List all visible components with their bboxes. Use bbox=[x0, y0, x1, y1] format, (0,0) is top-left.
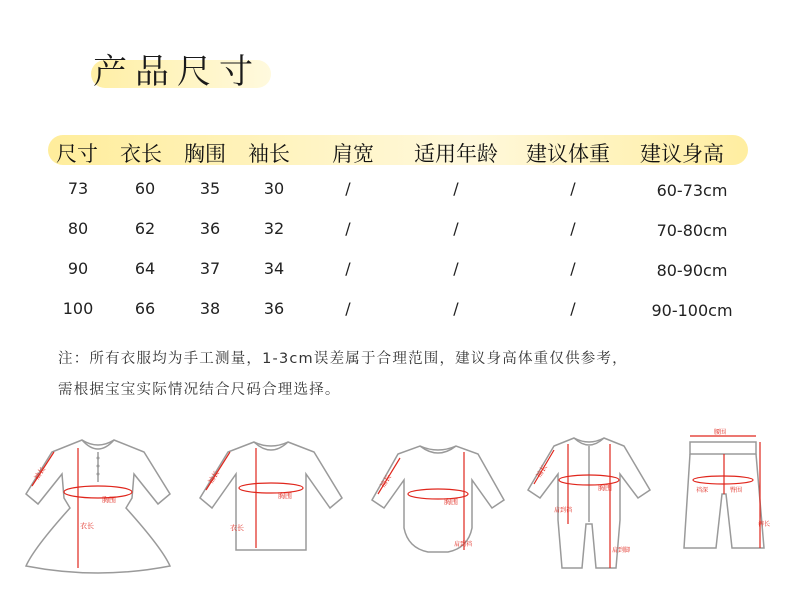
table-cell: / bbox=[570, 179, 576, 198]
header-length: 衣长 bbox=[120, 142, 162, 166]
table-cell: 100 bbox=[62, 299, 94, 318]
note-line-2: 需根据宝宝实际情况结合尺码合理选择。 bbox=[58, 382, 341, 398]
header-weight: 建议体重 bbox=[526, 142, 610, 166]
bodysuit-diagram bbox=[368, 428, 508, 562]
table-cell: 70-80cm bbox=[656, 221, 728, 240]
top-chest-label: 胸围 bbox=[278, 492, 292, 500]
table-cell: / bbox=[345, 299, 351, 318]
bodysuit-sleeve-label: 袖长 bbox=[378, 473, 394, 490]
romper-length2-label: 肩到脚 bbox=[612, 547, 631, 554]
pants-rise-label: 裆深 bbox=[696, 487, 709, 494]
table-cell: / bbox=[345, 259, 351, 278]
header-size: 尺寸 bbox=[56, 142, 98, 166]
table-cell: 36 bbox=[263, 299, 285, 318]
table-cell: 80 bbox=[67, 219, 89, 238]
bodysuit-length-label: 肩到裆 bbox=[454, 541, 473, 548]
table-cell: / bbox=[345, 179, 351, 198]
table-cell: 64 bbox=[134, 259, 156, 278]
page-title: 产品尺寸 bbox=[93, 52, 261, 92]
table-cell: 60-73cm bbox=[656, 181, 728, 200]
dress-chest-label: 胸围 bbox=[102, 496, 116, 504]
top-length-label: 衣长 bbox=[230, 524, 244, 532]
header-sleeve: 袖长 bbox=[248, 142, 290, 166]
romper-diagram bbox=[524, 428, 654, 582]
table-cell: / bbox=[453, 179, 459, 198]
note-line-1: 注：所有衣服均为手工测量，1-3cm误差属于合理范围，建议身高体重仅供参考， bbox=[58, 351, 628, 367]
table-cell: / bbox=[453, 219, 459, 238]
romper-chest-label: 胸围 bbox=[598, 484, 612, 492]
table-cell: / bbox=[453, 259, 459, 278]
table-cell: / bbox=[453, 299, 459, 318]
table-cell: 80-90cm bbox=[656, 261, 728, 280]
header-shoulder: 肩宽 bbox=[332, 142, 374, 166]
table-cell: 38 bbox=[199, 299, 221, 318]
dress-sleeve-label: 袖长 bbox=[32, 465, 48, 482]
title-block bbox=[85, 38, 285, 94]
header-chest: 胸围 bbox=[184, 142, 226, 166]
table-cell: / bbox=[570, 259, 576, 278]
table-cell: / bbox=[570, 299, 576, 318]
table-cell: 34 bbox=[263, 259, 285, 278]
pants-length-label: 裤长 bbox=[758, 521, 771, 528]
table-cell: / bbox=[570, 219, 576, 238]
table-cell: 35 bbox=[199, 179, 221, 198]
bodysuit-chest-label: 胸围 bbox=[444, 498, 458, 506]
table-cell: 73 bbox=[67, 179, 89, 198]
table-cell: 62 bbox=[134, 219, 156, 238]
table-cell: 30 bbox=[263, 179, 285, 198]
header-age: 适用年龄 bbox=[414, 142, 498, 166]
table-cell: 37 bbox=[199, 259, 221, 278]
table-cell: 90 bbox=[67, 259, 89, 278]
romper-sleeve-label: 袖长 bbox=[534, 463, 550, 480]
table-cell: 32 bbox=[263, 219, 285, 238]
dress-diagram bbox=[22, 428, 174, 582]
dress-length-label: 衣长 bbox=[80, 522, 94, 530]
pants-waist-label: 腰围 bbox=[714, 429, 727, 436]
pants-hip-label: 臀围 bbox=[730, 487, 743, 494]
table-cell: 66 bbox=[134, 299, 156, 318]
table-cell: 60 bbox=[134, 179, 156, 198]
table-cell: 90-100cm bbox=[651, 301, 733, 320]
top-diagram bbox=[196, 428, 346, 562]
table-cell: / bbox=[345, 219, 351, 238]
table-cell: 36 bbox=[199, 219, 221, 238]
romper-length1-label: 肩到裆 bbox=[554, 507, 573, 514]
pants-diagram bbox=[676, 428, 776, 562]
top-sleeve-label: 袖长 bbox=[206, 469, 222, 486]
header-height: 建议身高 bbox=[640, 142, 724, 166]
